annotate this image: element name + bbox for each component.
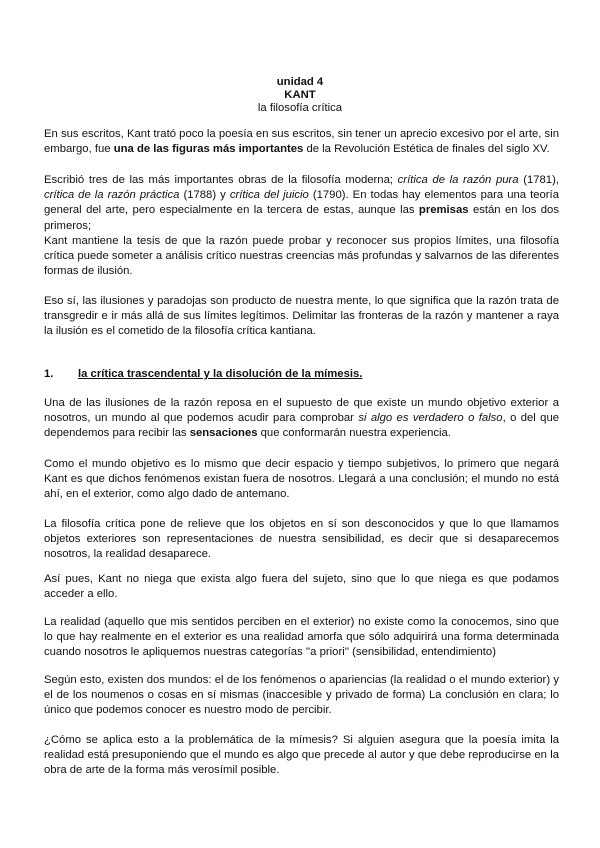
section-number: 1.: [44, 368, 54, 380]
paragraph-works: [44, 173, 559, 234]
text-run: que conformarán nuestra experiencia.: [257, 427, 451, 440]
text-run: Una de las ilusiones de la razón reposa en el supuesto de que existe un mundo objetivo exterior a nosotros, un mundo al que podemos acudir para comprobar: [44, 397, 559, 425]
text-run: de la Revolución Estética de finales del siglo XV.: [303, 143, 550, 156]
bold-phrase: una de las figuras más importantes: [113, 143, 304, 156]
paragraph-mimesis: ¿Cómo se aplica esto a la problemática de la mímesis? Si alguien asegura que la poesía imita la realidad está presuponiendo que el mundo es algo que precede al autor y que debe reproducirse en la obra de arte de la forma más verosímil posible.: [44, 734, 559, 777]
page-subtitle: la filosofía crítica: [257, 102, 343, 114]
text-run: En sus escritos, Kant trató poco la poesía en sus escritos, sin tener un aprecio excesivo por el arte, sin embargo, fue: [44, 128, 559, 156]
bold-phrase: sensaciones: [189, 427, 258, 440]
text-run: (1788) y: [179, 189, 230, 202]
page-title: KANT: [284, 89, 316, 101]
paragraph-two-worlds: Según esto, existen dos mundos: el de los fenómenos o apariencias (la realidad o el mundo exterior) y el de los noumenos o cosas en sí mismas (inaccesible y privado de forma) La conclusión en clara; lo único que podemos conocer es nuestro modo de percibir.: [44, 674, 559, 717]
paragraph-objective-world: [44, 396, 559, 442]
italic-title: crítica de la razón práctica: [44, 189, 180, 202]
text-run: están en los dos primeros;: [44, 204, 559, 232]
paragraph-space-time: Como el mundo objetivo es lo mismo que decir espacio y tiempo subjetivos, lo primero que negará Kant es que dichos fenómenos existan fuera de nosotros. Llegará a una conclusión; el mundo no está ahí, en el exterior, como algo dado de antemano.: [44, 458, 559, 501]
paragraph-illusions: Eso sí, las ilusiones y paradojas son producto de nuestra mente, lo que significa que la razón trata de transgredir e ir más allá de sus límites legítimos. Delimitar las fronteras de la razón y mantener a raya la ilusión es el cometido de la filosofía crítica kantiana.: [44, 295, 559, 338]
italic-phrase: si algo es verdadero o falso: [358, 412, 503, 425]
italic-title: crítica de la razón pura: [397, 174, 519, 186]
paragraph-reality: La realidad (aquello que mis sentidos perciben en el exterior) no existe como la conocemos, sino que lo que hay realmente en el exterior es una realidad amorfa que sólo adquirirá una forma determinada cuando nosotros le apliquemos nuestras categorías ''a priori'' (sensibilidad, entendimiento): [44, 616, 559, 659]
text-run: (1781),: [518, 174, 559, 186]
paragraph-thesis: Kant mantiene la tesis de que la razón puede probar y reconocer sus propios límites, una filosofía crítica puede someter a análisis crítico nuestras creencias más profundas y salvarnos de las diferentes formas de ilusión.: [44, 235, 559, 278]
text-run: , o del que dependemos para recibir las: [44, 412, 560, 440]
bold-phrase: premisas: [418, 204, 469, 217]
section-title: la crítica trascendental y la disolución de la mímesis.: [78, 368, 363, 380]
text-run: (1790). En todas hay elementos para una teoría general del arte, pero especialmente en la tercera de estas, aunque las: [44, 189, 559, 217]
paragraph-objects: La filosofía crítica pone de relieve que los objetos en sí son desconocidos y que lo que llamamos objetos exteriores son representaciones de nuestra sensibilidad, es decir que si desaparecemos nosotros, la realidad desaparece.: [44, 518, 559, 561]
section-heading: [44, 367, 559, 382]
paragraph-intro: [44, 127, 559, 157]
text-run: Escribió tres de las más importantes obras de la filosofía moderna;: [44, 174, 398, 186]
italic-title: crítica del juicio: [229, 189, 309, 202]
unit-heading: unidad 4: [276, 76, 324, 88]
paragraph-subject: Así pues, Kant no niega que exista algo fuera del sujeto, sino que lo que niega es que podamos acceder a ello.: [44, 573, 559, 601]
